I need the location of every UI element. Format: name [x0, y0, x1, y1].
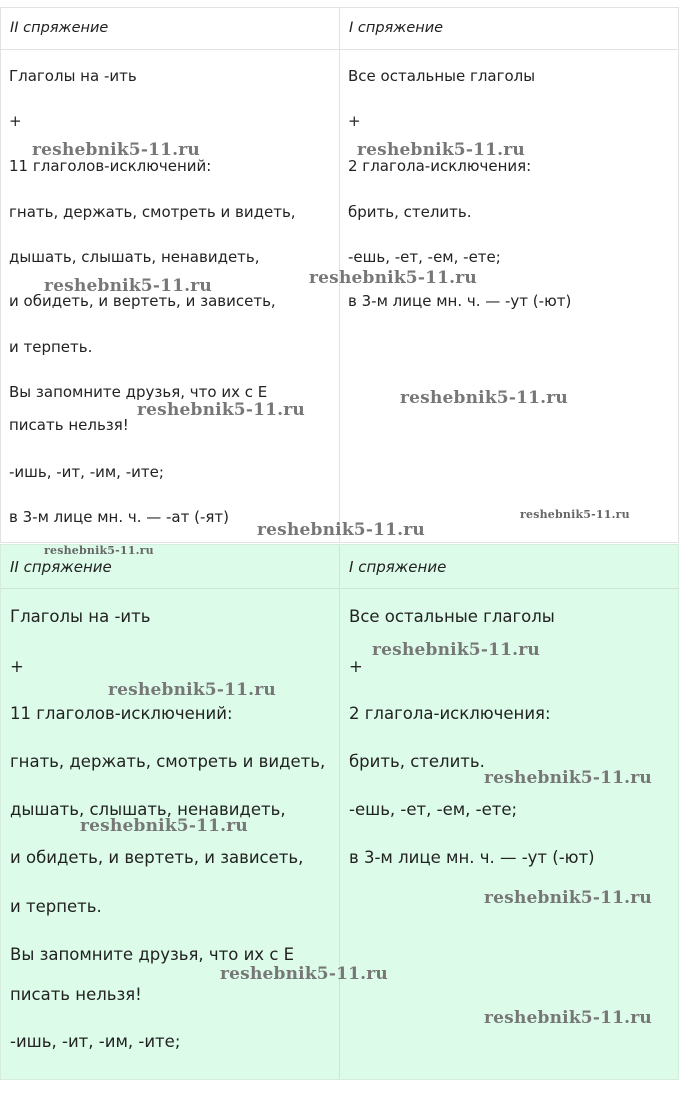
rule-line: 11 глаголов-исключений:: [10, 704, 233, 723]
rule-line: -ишь, -ит, -им, -ите;: [9, 463, 164, 481]
rule-line: в 3-м лице мн. ч. — -ут (-ют): [349, 848, 595, 867]
watermark: reshebnik5-11.ru: [372, 640, 540, 660]
watermark: reshebnik5-11.ru: [309, 268, 477, 288]
conjugation-table-bottom: [0, 544, 679, 1080]
watermark: reshebnik5-11.ru: [137, 400, 305, 420]
rule-line: брить, стелить.: [348, 203, 472, 221]
watermark: reshebnik5-11.ru: [484, 888, 652, 908]
rule-line: и терпеть.: [10, 897, 102, 916]
rule-line: 2 глагола-исключения:: [349, 704, 551, 723]
watermark: reshebnik5-11.ru: [400, 388, 568, 408]
watermark: reshebnik5-11.ru: [32, 140, 200, 160]
watermark: reshebnik5-11.ru: [357, 140, 525, 160]
watermark: reshebnik5-11.ru: [484, 1008, 652, 1028]
rule-line: и обидеть, и вертеть, и зависеть,: [10, 848, 304, 867]
rule-line: -ешь, -ет, -ем, -ете;: [348, 248, 501, 266]
rule-line: Вы запомните друзья, что их с Е: [9, 383, 268, 401]
rule-line: 11 глаголов-исключений:: [9, 157, 212, 175]
watermark: reshebnik5-11.ru: [220, 964, 388, 984]
watermark: reshebnik5-11.ru: [44, 544, 154, 557]
rule-line: 2 глагола-исключения:: [348, 157, 532, 175]
rule-line: +: [10, 657, 24, 676]
rule-line: дышать, слышать, ненавидеть,: [10, 800, 286, 819]
watermark: reshebnik5-11.ru: [257, 520, 425, 540]
column-header: I спряжение: [340, 545, 679, 589]
rule-line: брить, стелить.: [349, 752, 485, 771]
column-second-conjugation: [1, 545, 340, 1079]
column-first-conjugation: [340, 545, 679, 1079]
rule-line: в 3-м лице мн. ч. — -ат (-ят): [9, 508, 230, 526]
rule-line: Глаголы на -ить: [10, 607, 151, 626]
column-header: I спряжение: [340, 8, 679, 50]
rule-line: в 3-м лице мн. ч. — -ут (-ют): [348, 292, 572, 310]
watermark: reshebnik5-11.ru: [484, 768, 652, 788]
rule-line: и обидеть, и вертеть, и зависеть,: [9, 292, 276, 310]
column-second-conjugation: [1, 8, 340, 542]
rule-line: +: [9, 112, 22, 130]
column-header: II спряжение: [1, 545, 339, 589]
watermark: reshebnik5-11.ru: [44, 276, 212, 296]
column-header: II спряжение: [1, 8, 339, 50]
rule-line: писать нельзя!: [10, 985, 142, 1004]
rule-line: гнать, держать, смотреть и видеть,: [10, 752, 326, 771]
rule-line: Глаголы на -ить: [9, 67, 137, 85]
rule-line: писать нельзя!: [9, 416, 129, 434]
rule-line: Все остальные глаголы: [349, 607, 555, 626]
rule-line: и терпеть.: [9, 338, 93, 356]
rule-line: -ишь, -ит, -им, -ите;: [10, 1032, 181, 1051]
rule-line: Все остальные глаголы: [348, 67, 536, 85]
rule-line: +: [349, 657, 363, 676]
rule-line: Вы запомните друзья, что их с Е: [10, 945, 295, 964]
watermark: reshebnik5-11.ru: [108, 680, 276, 700]
rule-line: гнать, держать, смотреть и видеть,: [9, 203, 296, 221]
watermark: reshebnik5-11.ru: [80, 816, 248, 836]
rule-line: -ешь, -ет, -ем, -ете;: [349, 800, 518, 819]
watermark: reshebnik5-11.ru: [520, 508, 630, 521]
rule-line: +: [348, 112, 361, 130]
rule-line: дышать, слышать, ненавидеть,: [9, 248, 260, 266]
